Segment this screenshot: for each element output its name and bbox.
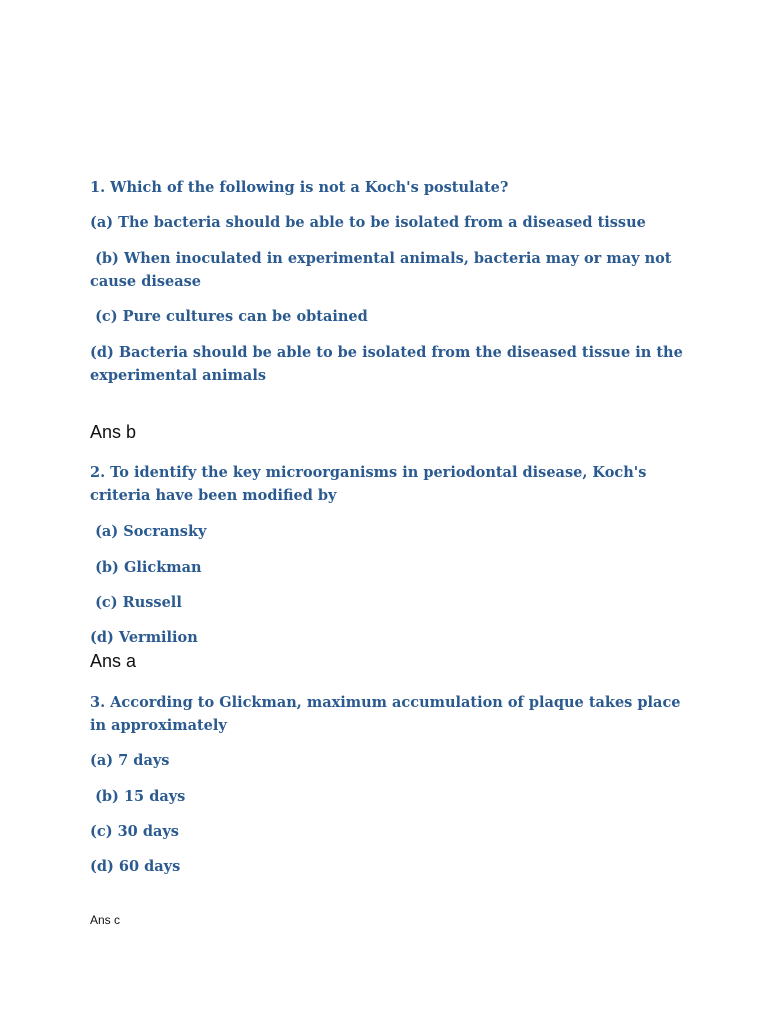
question-1-option-b: (b) When inoculated in experimental animals, bacteria may or may not cause disease bbox=[90, 250, 677, 290]
question-2-answer: Ans a bbox=[90, 651, 137, 671]
question-3-stem: 3. According to Glickman, maximum accumulation of plaque takes place in approximately bbox=[90, 694, 681, 734]
question-1-option-c: (c) Pure cultures can be obtained bbox=[90, 308, 368, 325]
question-3-option-b: (b) 15 days bbox=[90, 788, 186, 805]
question-2-option-d: (d) Vermilion bbox=[90, 629, 198, 646]
question-3-option-a: (a) 7 days bbox=[90, 752, 170, 769]
question-1-option-a: (a) The bacteria should be able to be isolated from a diseased tissue bbox=[90, 214, 646, 231]
question-3-option-d: (d) 60 days bbox=[90, 858, 181, 875]
question-2-option-c: (c) Russell bbox=[90, 594, 182, 611]
question-3-answer: Ans c bbox=[90, 913, 121, 927]
question-2-option-a: (a) Socransky bbox=[90, 523, 207, 540]
question-2-option-b: (b) Glickman bbox=[90, 559, 202, 576]
question-1-option-d: (d) Bacteria should be able to be isolated from the diseased tissue in the experimental animals bbox=[90, 344, 683, 384]
question-1-answer: Ans b bbox=[90, 422, 137, 442]
question-3-option-c: (c) 30 days bbox=[90, 823, 179, 840]
question-2-stem: 2. To identify the key microorganisms in periodontal disease, Koch's criteria have been modified by bbox=[90, 464, 647, 504]
question-1-stem: 1. Which of the following is not a Koch's postulate? bbox=[90, 179, 509, 196]
